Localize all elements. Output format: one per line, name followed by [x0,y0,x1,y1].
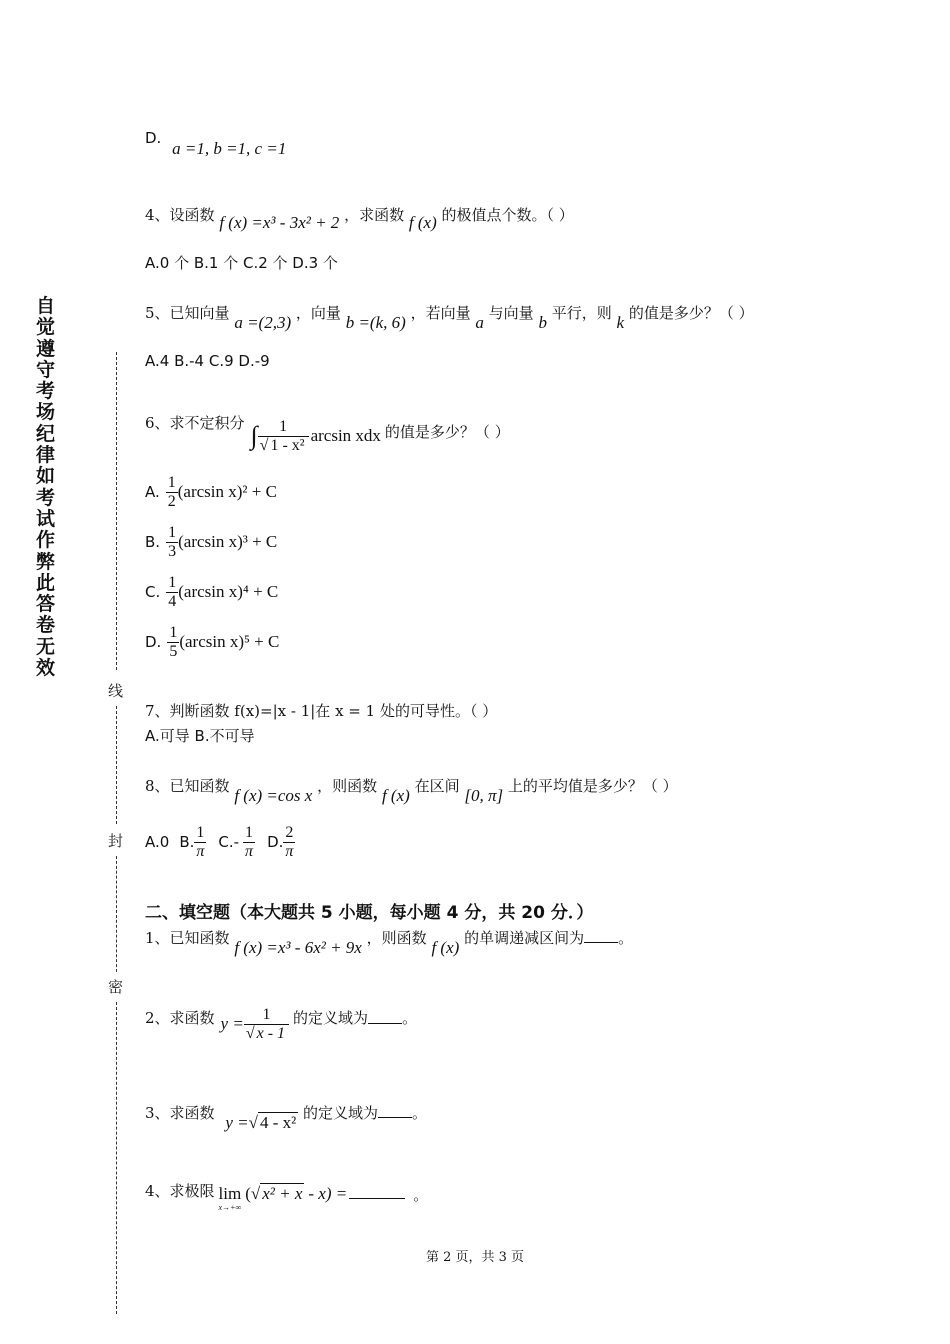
q3-option-d [145,128,287,158]
option-fraction [166,574,178,610]
math-expression: f (x) [381,786,410,805]
math-expression: a [475,313,484,332]
binding-dashed-line [116,352,117,670]
question-4 [145,204,574,232]
question-text: 的值是多少？（ ） [628,304,754,322]
sqrt-sign: √ [248,1113,258,1132]
question-8-options [145,824,295,860]
question-text: 8、已知函数 [145,777,230,795]
option-d-fraction [283,824,295,860]
binding-dashed-line [116,706,117,824]
question-text: ，则函数 [366,929,427,947]
binding-mark-xian: 线 [108,682,124,700]
binding-mark-mi: 密 [108,978,124,996]
question-text: 的定义域为 [303,1104,379,1122]
binding-dashed-line [116,856,117,972]
math-expression: b [538,313,547,332]
math-expression: f (x) =cos x [234,786,313,805]
radicand: 4 - x² [259,1113,297,1132]
fill-question-2 [145,1006,417,1042]
question-6 [145,408,510,464]
question-text: 上的平均值是多少？（ ） [507,777,678,795]
question-text: 5、已知向量 [145,304,230,322]
limit-operator [219,1184,242,1212]
fill-question-1 [145,927,634,957]
question-text: 。 [618,929,634,947]
answer-blank[interactable] [378,1105,412,1118]
fraction-numerator: 1 [243,824,255,843]
question-4-options: A.0 个 B.1 个 C.2 个 D.3 个 [145,254,338,272]
question-text: ，向量 [295,304,341,322]
question-text: 在区间 [414,777,460,795]
question-text: 。 [413,1186,429,1204]
option-b-label: B. [179,833,195,852]
question-text: 平行，则 [551,304,612,322]
option-d-label: D. [267,833,284,852]
option-a: A.0 [145,833,170,852]
fill-question-4 [145,1180,429,1212]
fraction-numerator: 1 [258,418,309,437]
fraction-denominator: 5 [169,642,178,660]
question-text: 与向量 [488,304,534,322]
math-expression: a =1, b =1, c =1 [172,139,287,158]
section-2-title: 二、填空题（本大题共 5 小题，每小题 4 分，共 20 分．） [145,903,594,923]
fraction-denominator: π [245,842,254,860]
answer-blank[interactable] [584,930,618,943]
fraction-numerator: 1 [244,1006,289,1025]
option-label: D. [145,129,162,147]
option-b-fraction [194,824,206,860]
math-expression: k [616,313,625,332]
math-expression: (arcsin x)² + C [177,482,277,502]
question-text: 1、已知函数 [145,929,230,947]
radicand: 1 - x² [270,436,305,454]
question-8 [145,775,678,805]
question-text: ，求函数 [344,206,405,224]
question-text: 的定义域为 [293,1008,369,1027]
math-expression: - x) = [308,1184,348,1203]
radicand: x² + x [262,1184,303,1203]
question-text: 3、求函数 [145,1104,215,1122]
lim-subscript: x→+∞ [218,1203,242,1212]
fraction-numerator: 1 [168,524,177,541]
math-expression: f (x) =x³ - 6x² + 9x [234,938,362,957]
q6-option-d [145,624,279,660]
fraction-numerator: 1 [169,624,178,641]
option-label: C. [145,583,161,602]
option-label: B. [145,533,161,552]
option-c-label: C.- [218,833,240,852]
math-expression: f (x) [408,213,437,232]
math-expression: [0, π] [464,786,504,805]
math-expression: y = [225,1113,249,1132]
fraction-numerator: 1 [167,474,176,491]
page-footer: 第 2 页，共 3 页 [425,1250,525,1265]
question-7: 7、判断函数 f(x)=|x - 1|在 x = 1 处的可导性。（ ） [145,702,498,720]
math-expression: f (x) =x³ - 3x² + 2 [219,213,340,232]
question-text: ，若向量 [410,304,471,322]
option-fraction [167,624,179,660]
option-c-fraction [243,824,255,860]
q6-option-b [145,524,277,560]
q6-option-a [145,474,277,510]
question-5 [145,302,754,332]
question-text: 6、求不定积分 [145,413,245,432]
math-expression: (arcsin x)³ + C [178,532,278,552]
question-text: 的极值点个数。（ ） [441,206,574,224]
integrand-fraction [258,418,309,454]
math-expression: arcsin xdx [310,426,381,445]
fill-question-3 [145,1102,428,1132]
math-expression: b =(k, 6) [345,313,406,332]
question-text: 4、求极限 [145,1182,215,1200]
question-7-options: A.可导 B.不可导 [145,727,255,745]
fraction-denominator: 2 [167,492,176,510]
question-text: 的单调递减区间为 [464,929,585,947]
math-expression: y = [220,1014,244,1034]
math-expression: f (x) [431,938,460,957]
fraction-denominator: √ 1 - x² [259,436,305,454]
radicand: x - 1 [256,1024,286,1042]
fraction-denominator: 3 [168,542,177,560]
question-text: ，则函数 [317,777,378,795]
question-text: 。 [402,1008,418,1027]
fraction-numerator: 1 [194,824,206,843]
fraction-numerator: 1 [168,574,177,591]
binding-mark-feng: 封 [108,832,124,850]
integral-sign: ∫ [250,421,258,450]
option-fraction [166,524,178,560]
q6-option-c [145,574,278,610]
fraction-numerator: 2 [283,824,295,843]
fraction-denominator: π [285,842,294,860]
question-text: 的值是多少？（ ） [384,422,510,441]
math-expression: (arcsin x)⁴ + C [178,582,279,602]
answer-blank[interactable] [368,1011,402,1024]
question-text: 4、设函数 [145,206,215,224]
fraction-denominator: 4 [168,592,177,610]
lim-label: lim [218,1184,242,1203]
math-expression: (√ x² + x [245,1184,303,1203]
question-text: 2、求函数 [145,1008,215,1027]
fraction-denominator: √ x - 1 [245,1024,286,1042]
question-text: 。 [412,1104,428,1122]
option-fraction [166,474,178,510]
fraction-denominator: π [196,842,205,860]
vertical-title: 自觉遵守考场纪律如考试作弊此答卷无效 [36,295,56,680]
answer-blank[interactable] [349,1180,405,1199]
question-5-options: A.4 B.-4 C.9 D.-9 [145,352,270,370]
binding-dashed-line [116,1002,117,1314]
option-label: A. [145,483,160,502]
math-expression: (arcsin x)⁵ + C [179,632,280,652]
fraction [244,1006,289,1042]
math-expression: a =(2,3) [234,313,292,332]
option-label: D. [145,633,162,652]
